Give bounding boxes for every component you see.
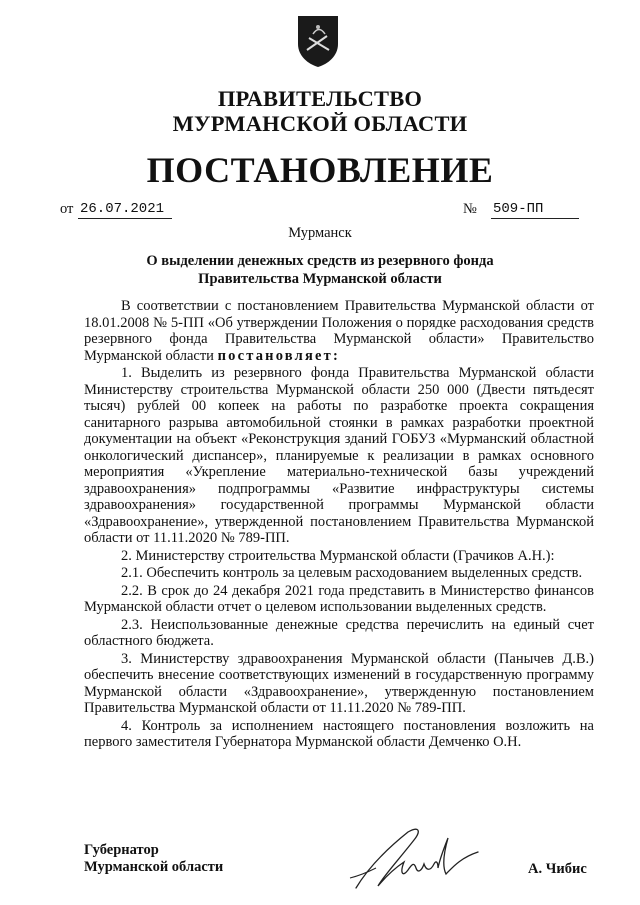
document-date: 26.07.2021 xyxy=(78,200,172,219)
signatory-name: А. Чибис xyxy=(528,861,587,877)
coat-of-arms-icon xyxy=(295,14,341,68)
document-number: 509-ПП xyxy=(491,200,579,219)
document-title-line1: О выделении денежных средств из резервного фонда xyxy=(146,253,494,269)
government-title-line2: МУРМАНСКОЙ ОБЛАСТИ xyxy=(172,111,468,136)
document-title-line2: Правительства Мурманской области xyxy=(198,271,442,287)
date-label: от xyxy=(60,201,74,217)
resolves-word: постановляет: xyxy=(217,347,341,364)
number-label: № xyxy=(463,201,477,217)
paragraph-3: 3. Министерству здравоохранения Мурманской области (Панычев Д.В.) обеспечить внесение соответствующих изменений в государственную программу Мурманской области «Здравоохранение», утвержденную постановлением Правительства Мурманской области от 11.11.2020 № 789-ПП. xyxy=(84,650,594,716)
paragraph-2: 2. Министерству строительства Мурманской области (Грачиков А.Н.): xyxy=(121,547,555,564)
signatory-position xyxy=(84,842,223,876)
government-title-line1: ПРАВИТЕЛЬСТВО xyxy=(217,86,423,111)
paragraph-2-3: 2.3. Неиспользованные денежные средства перечислить на единый счет областного бюджета. xyxy=(84,616,594,649)
paragraph-4: 4. Контроль за исполнением настоящего постановления возложить на первого заместителя Губернатора Мурманской области Демченко О.Н. xyxy=(84,717,594,750)
document-body xyxy=(84,298,594,751)
paragraph-2-1: 2.1. Обеспечить контроль за целевым расходованием выделенных средств. xyxy=(121,565,583,581)
position-line1: Губернатор xyxy=(84,842,159,858)
position-line2: Мурманской области xyxy=(84,859,224,875)
preamble-paragraph xyxy=(84,298,594,364)
city: Мурманск xyxy=(288,225,352,241)
paragraph-2-2: 2.2. В срок до 24 декабря 2021 года представить в Министерство финансов Мурманской области отчет о целевом использовании выделенных средств. xyxy=(84,582,594,615)
preamble-text: В соответствии с постановлением Правительства Мурманской области от 18.01.2008 № 5-ПП «Об утверждении Положения о порядке расходования средств резервного фонда Правительства Мурманской области» Правительство Мурманской области xyxy=(84,298,594,364)
handwritten-signature xyxy=(348,818,488,898)
document-type: ПОСТАНОВЛЕНИЕ xyxy=(146,150,494,190)
paragraph-1: 1. Выделить из резервного фонда Правительства Мурманской области Министерству строительства Мурманской области 250 000 (Двести пятьдесят тысяч) рублей 00 копеек на работы по разработке проекта сокращения санитарного разрыва автомобильной стоянки в рамках разработки проектной документации на объект «Реконструкция зданий ГОБУЗ «Мурманский областной онкологический диспансер», планируемые к реализации в рамках основного мероприятия «Укрепление материально-технической базы учреждений здравоохранения» подпрограммы «Развитие инфраструктуры системы здравоохранения» государственной программы Мурманской области «Здравоохранение», утвержденной постановлением Правительства Мурманской области от 11.11.2020 № 789-ПП. xyxy=(84,365,594,546)
